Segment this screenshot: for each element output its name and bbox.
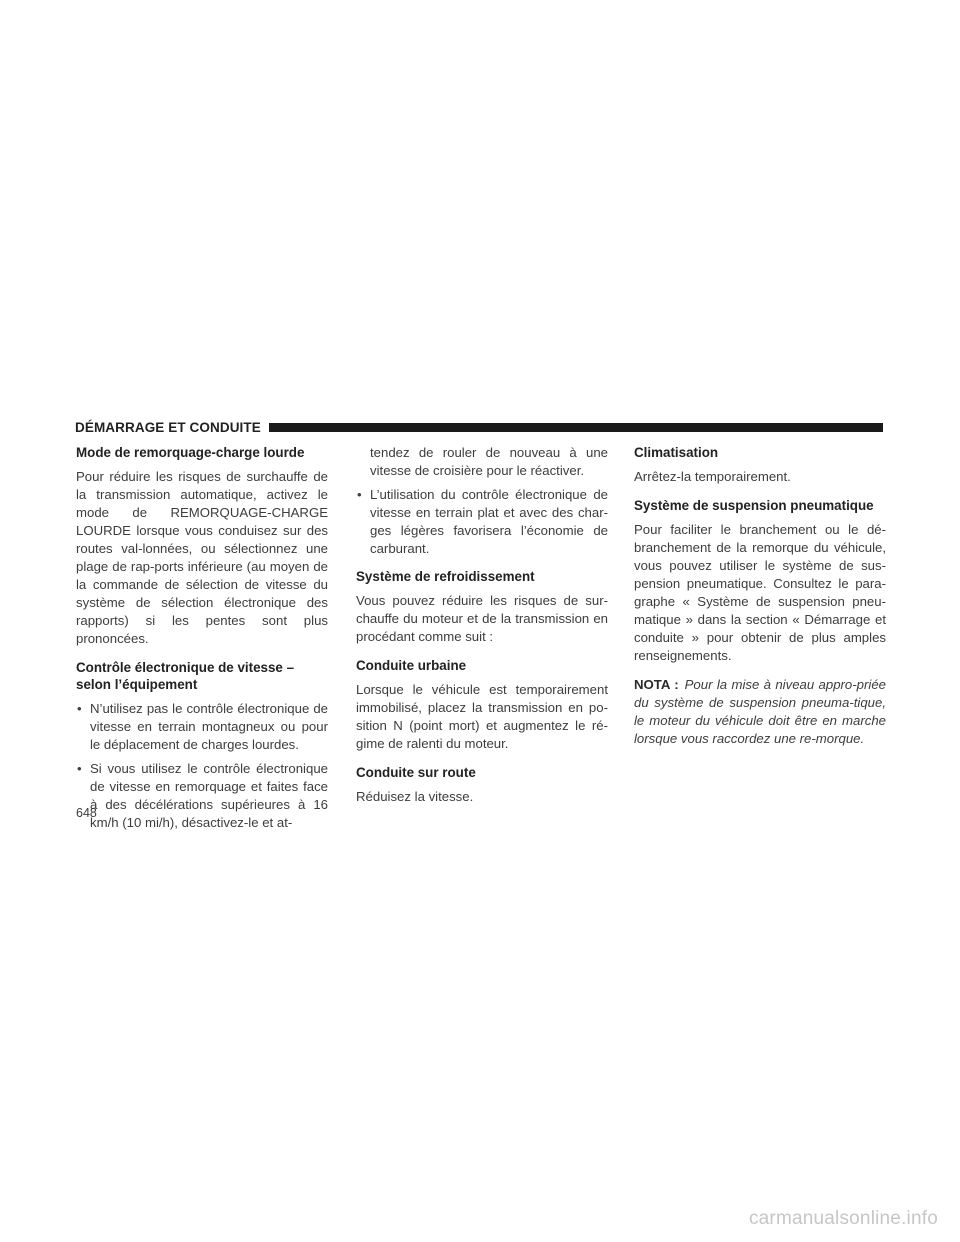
- page-number: 648: [76, 806, 97, 820]
- paragraph-city-driving: Lorsque le véhicule est temporairement immobilisé, placez la transmission en po-sition N (point mort) et augmentez le ré-gime de ralenti du moteur.: [356, 682, 608, 751]
- column-3: [634, 444, 886, 759]
- heading-towing-mode: Mode de remorquage-charge lourde: [76, 445, 305, 460]
- watermark: carmanualsonline.info: [748, 1208, 938, 1229]
- header-rule: [269, 423, 883, 432]
- heading-city-driving: Conduite urbaine: [356, 658, 467, 673]
- heading-highway-driving: Conduite sur route: [356, 765, 476, 780]
- heading-air-conditioning: Climatisation: [634, 445, 719, 460]
- bullet-list-cruise-control: [76, 700, 328, 832]
- paragraph-towing-mode: Pour réduire les risques de surchauffe de la transmission automatique, activez le mode de REMORQUAGE-CHARGE LOURDE lorsque vous conduisez sur des routes val-lonnées, ou sélectionnez une plage de rap-ports inférieure (au moyen de la commande de sélection de vitesse du système de sélection électronique des rapports) si les pentes sont plus prononcées.: [76, 469, 328, 646]
- list-item-continued: tendez de rouler de nouveau à une vitesse de croisière pour le réactiver.: [370, 445, 608, 478]
- heading-cooling-system: Système de refroidissement: [356, 569, 535, 584]
- list-item: • Si vous utilisez le contrôle électronique de vitesse en remorquage et faites face à des décélérations supérieures à 16 km/h (10 mi/h), désactivez-le et at-: [77, 761, 328, 830]
- section-header: [75, 418, 883, 436]
- section-title: DÉMARRAGE ET CONDUITE: [75, 419, 261, 435]
- column-2: [356, 444, 608, 817]
- paragraph-air-conditioning: Arrêtez-la temporairement.: [634, 469, 791, 484]
- list-item: • L’utilisation du contrôle électronique de vitesse en terrain plat et avec des char-ges légères favorisera l’économie de carburant.: [357, 487, 608, 556]
- note-label: NOTA :: [634, 677, 679, 692]
- heading-cruise-control: Contrôle électronique de vitesse – selon l’équipement: [76, 660, 295, 692]
- bullet-icon: •: [77, 701, 82, 716]
- note-text: Pour la mise à niveau appro-priée du système de suspension pneuma-tique, le moteur du véhicule doit être en marche lorsque vous raccordez une re-morque.: [634, 677, 886, 746]
- paragraph-highway-driving: Réduisez la vitesse.: [356, 789, 474, 804]
- note-paragraph: [634, 676, 886, 748]
- bullet-list-cruise-control-cont: [356, 444, 608, 558]
- list-item: • N’utilisez pas le contrôle électronique de vitesse en terrain montagneux ou pour le déplacement de charges lourdes.: [77, 701, 328, 752]
- column-1: [76, 444, 328, 841]
- heading-air-suspension: Système de suspension pneumatique: [634, 498, 874, 513]
- paragraph-cooling-system: Vous pouvez réduire les risques de sur-chauffe du moteur et de la transmission en procédant comme suit :: [356, 593, 608, 644]
- bullet-icon: •: [77, 761, 82, 776]
- paragraph-air-suspension: Pour faciliter le branchement ou le dé-branchement de la remorque du véhicule, vous pouvez utiliser le système de sus-pension pneumatique. Consultez le para-graphe « Système de suspension pneu-matique » dans la section « Démarrage et conduite » pour obtenir de plus amples renseignements.: [634, 522, 886, 663]
- bullet-icon: •: [357, 487, 362, 502]
